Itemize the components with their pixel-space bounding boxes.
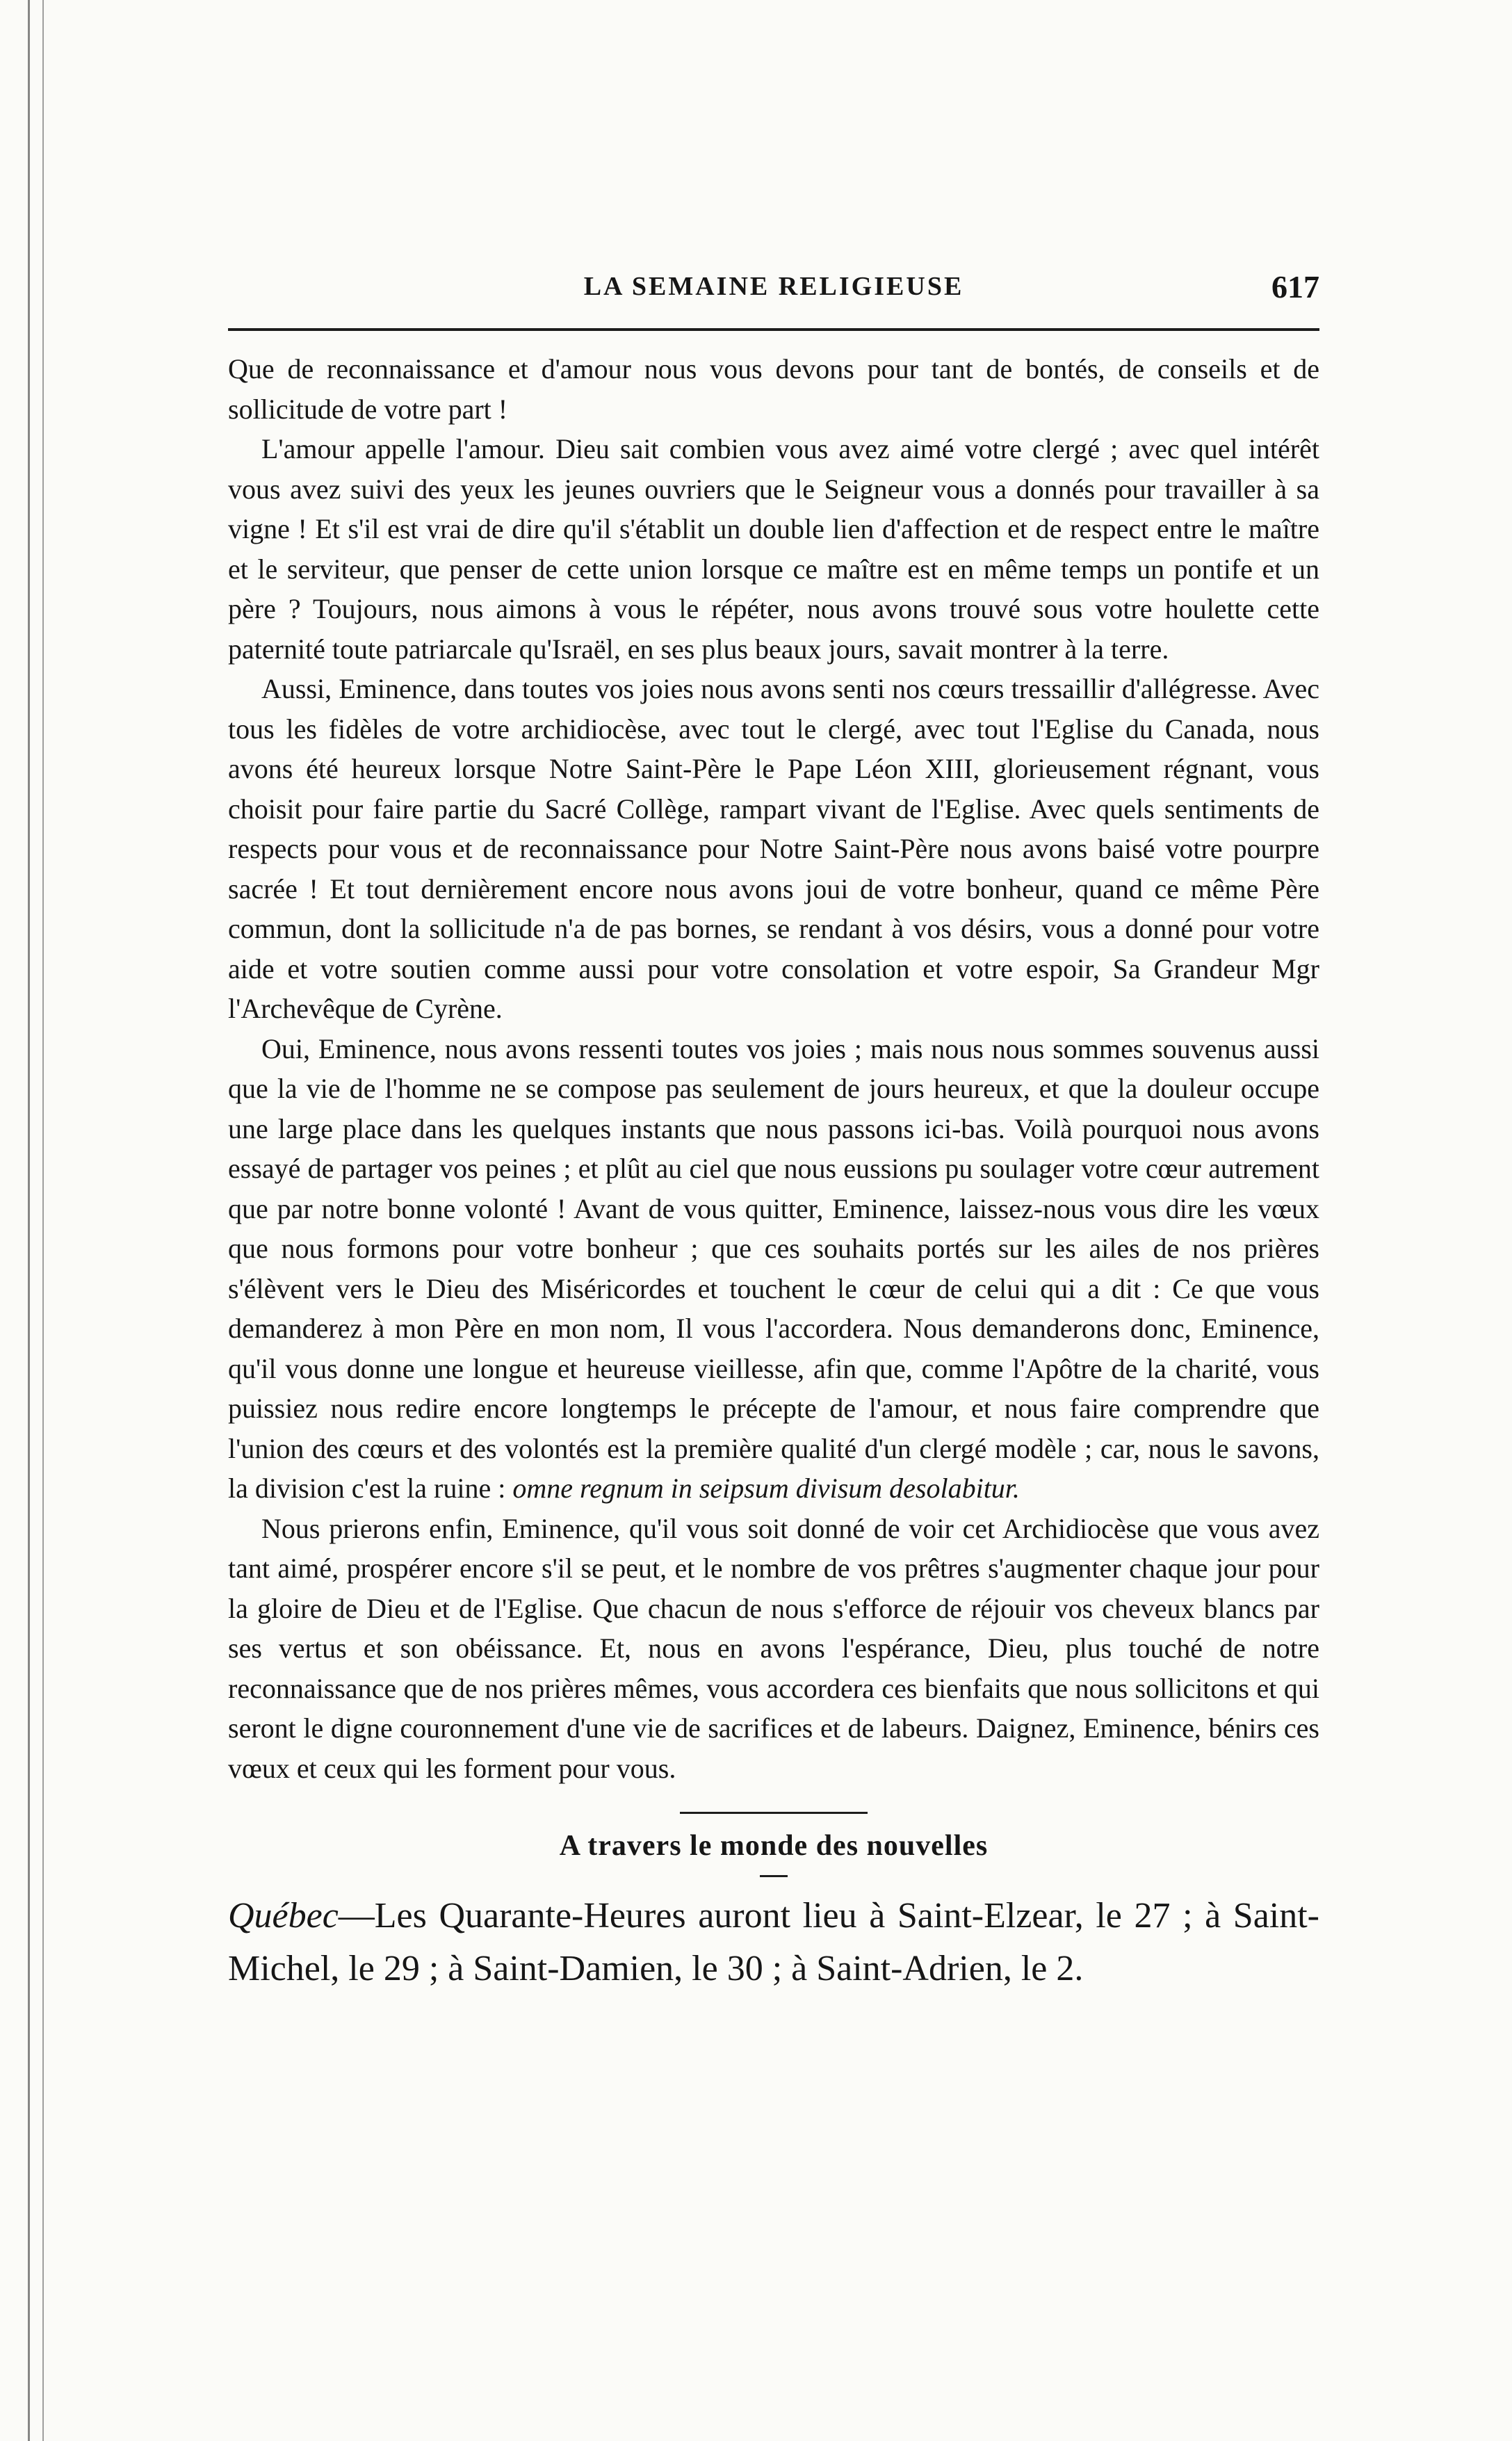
running-title: LA SEMAINE RELIGIEUSE xyxy=(583,272,964,301)
news-text: —Les Quarante-Heures auront lieu à Saint-Elzear, le 27 ; à Saint-Michel, le 29 ; à Saint-Damien, le 30 ; à Saint-Adrien, le 2. xyxy=(228,1896,1319,1988)
paragraph-3: Aussi, Eminence, dans toutes vos joies nous avons senti nos cœurs tressaillir d'allégresse. Avec tous les fidèles de votre archidiocèse, avec tout le clergé, avec tout l'Eglise du Canada, nous avons été heureux lorsque Notre Saint-Père le Pape Léon XIII, glorieusement régnant, vous choisit pour faire partie du Sacré Collège, rampart vivant de l'Eglise. Avec quels sentiments de respects pour vous et de reconnaissance pour Notre Saint-Père nous avons baisé votre pourpre sacrée ! Et tout dernièrement encore nous avons joui de votre bonheur, quand ce même Père commun, dont la sollicitude n'a de pas bornes, se rendant à vos désirs, vous a donné pour votre aide et votre soutien comme aussi pour votre consolation et votre espoir, Sa Grandeur Mgr l'Archevêque de Cyrène. xyxy=(228,673,1319,1024)
section-rule xyxy=(680,1812,868,1814)
paragraph-4-text: Oui, Eminence, nous avons ressenti toutes vos joies ; mais nous nous sommes souvenus aussi que la vie de l'homme ne se compose pas seulement de jours heureux, et que la douleur occupe une large place dans les quelques instants que nous passons ici-bas. Voilà pourquoi nous avons essayé de partager vos peines ; et plût au ciel que nous eussions pu soulager votre cœur autrement que par notre bonne volonté ! Avant de vous quitter, Eminence, laissez-nous vous dire les vœux que nous formons pour votre bonheur ; que ces souhaits portés sur les ailes de nos prières s'élèvent vers le Dieu des Miséricordes et touchent le cœur de celui qui a dit : Ce que vous demanderez à mon Père en mon nom, Il vous l'accordera. Nous demanderons donc, Eminence, qu'il vous donne une longue et heureuse vieillesse, afin que, comme l'Apôtre de la charité, vous puissiez nous redire encore longtemps le précepte de l'amour, et nous faire comprendre que l'union des cœurs et des volontés est la première qualité d'un clergé modèle ; car, nous le savons, la division c'est la ruine : xyxy=(228,1032,1319,1504)
paragraph-2: L'amour appelle l'amour. Dieu sait combien vous avez aimé votre clergé ; avec quel intérêt vous avez suivi des yeux les jeunes ouvriers que le Seigneur vous a donnés pour travailler à sa vigne ! Et s'il est vrai de dire qu'il s'établit un double lien d'affection et de respect entre le maître et le serviteur, que penser de cette union lorsque ce maître est en même temps un pontife et un père ? Toujours, nous aimons à vous le répéter, nous avons trouvé sous votre houlette cette paternité toute patriarcale qu'Israël, en ses plus beaux jours, savait montrer à la terre. xyxy=(228,433,1319,665)
paragraph-4 xyxy=(228,1029,1319,1509)
page xyxy=(228,271,1319,1995)
news-place: Québec xyxy=(228,1896,339,1936)
section-sub-rule xyxy=(760,1875,788,1877)
section-title: A travers le monde des nouvelles xyxy=(559,1830,989,1862)
news-section xyxy=(228,1890,1319,1995)
header-rule xyxy=(228,328,1319,331)
news-paragraph xyxy=(228,1890,1319,1995)
page-number: 617 xyxy=(1271,269,1319,305)
latin-quote: omne regnum in seipsum divisum desolabitur. xyxy=(512,1473,1020,1504)
article-body xyxy=(228,349,1319,1788)
book-binding-edge xyxy=(28,0,44,2441)
running-header xyxy=(228,271,1319,320)
paragraph-5: Nous prierons enfin, Eminence, qu'il vous soit donné de voir cet Archidiocèse que vous avez tant aimé, prospérer encore s'il se peut, et le nombre de vos prêtres s'augmenter chaque jour pour la gloire de Dieu et de l'Eglise. Que chacun de nous s'efforce de réjouir vos cheveux blancs par ses vertus et son obéissance. Et, nous en avons l'espérance, Dieu, plus touché de notre reconnaissance que de nos prières mêmes, vous accordera ces bienfaits que nous sollicitons et qui seront le digne couronnement d'une vie de sacrifices et de labeurs. Daignez, Eminence, bénirs ces vœux et ceux qui les forment pour vous. xyxy=(228,1512,1319,1784)
paragraph-1: Que de reconnaissance et d'amour nous vous devons pour tant de bontés, de conseils et de sollicitude de votre part ! xyxy=(228,353,1319,425)
